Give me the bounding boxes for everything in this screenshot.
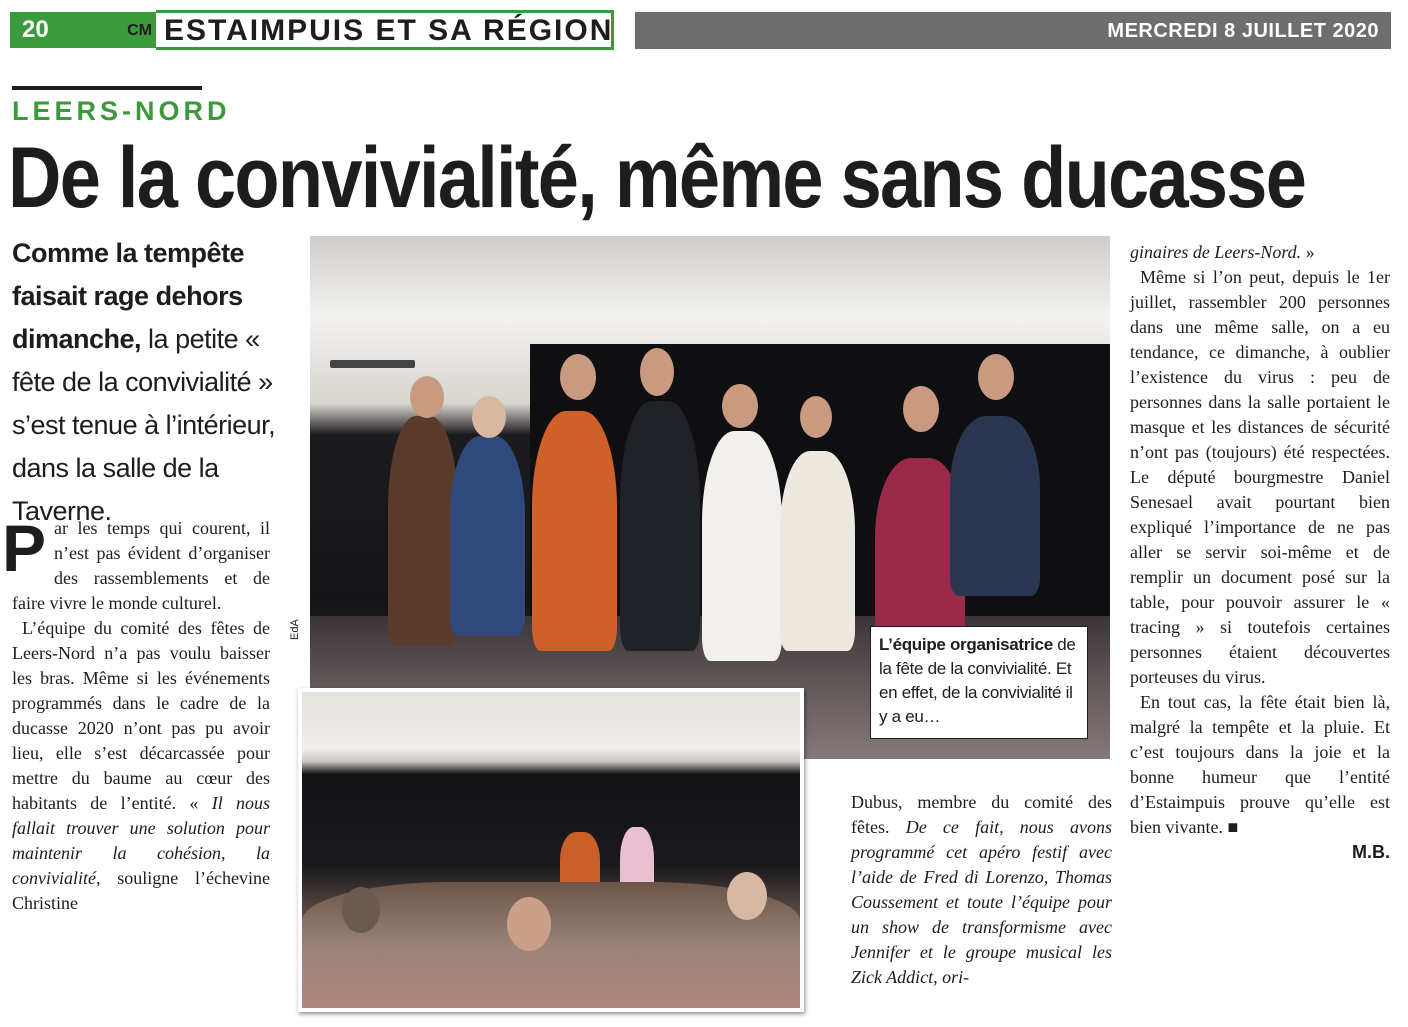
paragraph <box>1130 690 1390 840</box>
photo-credit: EdA <box>289 619 301 640</box>
photo-caption <box>870 626 1088 739</box>
paragraph-text: L’équipe du comité des fêtes de Leers-Nord n’a pas voulu baisser les bras. Même si les événements programmés dans le cadre de la ducasse 2020 n’ont pas pu avoir lieu, elle s’est décarcassée pour mettre du baume au cœur des habitants de l’entité. « <box>12 618 270 813</box>
photo-person <box>450 436 525 636</box>
quote-text: Il nous fallait trouver une solution pour maintenir la cohésion, la convivialité <box>12 793 271 888</box>
photo-head <box>507 897 551 951</box>
page-number: 20 <box>10 12 72 48</box>
photo-head <box>472 396 506 438</box>
issue-date: MERCREDI 8 JUILLET 2020 <box>635 12 1391 49</box>
paragraph-text: En tout cas, la fête était bien là, malgré la tempête et la pluie. Et c’est toujours dans la joie et la bonne humeur que l’entité d’Estaimpuis prouve qu’elle est bien vivante. ■ <box>1130 692 1390 837</box>
photo-person <box>950 416 1040 596</box>
quote-text: ginaires de Leers-Nord. <box>1130 242 1302 262</box>
paragraph <box>12 616 270 916</box>
lead-bold: Comme la tempête faisait rage dehors dimanche, <box>12 238 245 354</box>
audience-photo-image <box>302 692 800 1008</box>
stage-light-icon <box>330 360 415 368</box>
lead-text: la petite « fête de la convivialité » s’est tenue à l’intérieur, dans la salle de la Taverne. <box>12 324 276 526</box>
photo-head <box>640 348 674 396</box>
paragraph <box>1130 265 1390 690</box>
photo-head <box>410 376 444 418</box>
edition-code: CM <box>72 12 156 48</box>
quote-text: De ce fait, nous avons programmé cet apéro festif avec l’aide de Fred di Lorenzo, Thomas Coussement et toute l’équipe pour un show de transformisme avec Jennifer et le groupe musical les Zick Addict, ori- <box>851 817 1113 987</box>
body-column-2 <box>851 790 1112 990</box>
paragraph <box>2 511 270 616</box>
photo-head <box>342 887 380 933</box>
audience-photo <box>298 688 804 1012</box>
photo-person <box>620 401 700 651</box>
photo-person <box>388 416 458 646</box>
photo-person <box>702 431 782 661</box>
photo-head <box>978 354 1014 400</box>
photo-person <box>532 411 617 651</box>
photo-head <box>903 386 939 432</box>
paragraph-text: » <box>1301 242 1315 262</box>
photo-head <box>727 872 767 920</box>
signature: M.B. <box>1352 842 1390 862</box>
photo-head <box>560 354 596 400</box>
photo-head <box>722 384 758 428</box>
kicker-rule <box>12 86 202 90</box>
photo-person <box>780 451 855 651</box>
paragraph <box>1130 240 1390 265</box>
body-column-1 <box>2 511 271 916</box>
headline: De la convivialité, même sans ducasse <box>8 130 1306 226</box>
lead-paragraph <box>12 232 297 533</box>
body-column-3 <box>1130 240 1390 865</box>
photo-head <box>800 396 832 438</box>
section-title: ESTAIMPUIS ET SA RÉGION <box>156 10 614 50</box>
paragraph-text: , souligne l’échevine Christine <box>12 868 270 913</box>
caption-bold: L’équipe organisatrice <box>879 635 1053 654</box>
paragraph-text: Même si l’on peut, depuis le 1er juillet, rassembler 200 personnes dans une même salle, on a eu tendance, ce dimanche, à oublier l’existence du virus : peu de personnes dans la salle portaient le masque et les distances de sécurité n’ont pas (toujours) été respectées. Le député bourgmestre Daniel Senesael avait pourtant bien expliqué l’importance de ne pas aller se servir soi-même et de remplir un document posé sur la table, pour pouvoir assurer le « tracing » si toutefois certaines personnes étaient découvertes porteuses du virus. <box>1130 267 1390 687</box>
caption-text: de la fête de la convivialité. Et en effet, de la convivialité il y a eu… <box>879 635 1076 726</box>
drop-cap: P <box>2 511 47 585</box>
kicker: LEERS-NORD <box>12 96 231 126</box>
paragraph-text: ar les temps qui courent, il n’est pas évident d’organiser des rassemblements et de faire vivre le monde culturel. <box>12 518 270 613</box>
paragraph-text: Dubus, membre du comité des fêtes. <box>851 792 1112 837</box>
paragraph <box>851 790 1112 990</box>
